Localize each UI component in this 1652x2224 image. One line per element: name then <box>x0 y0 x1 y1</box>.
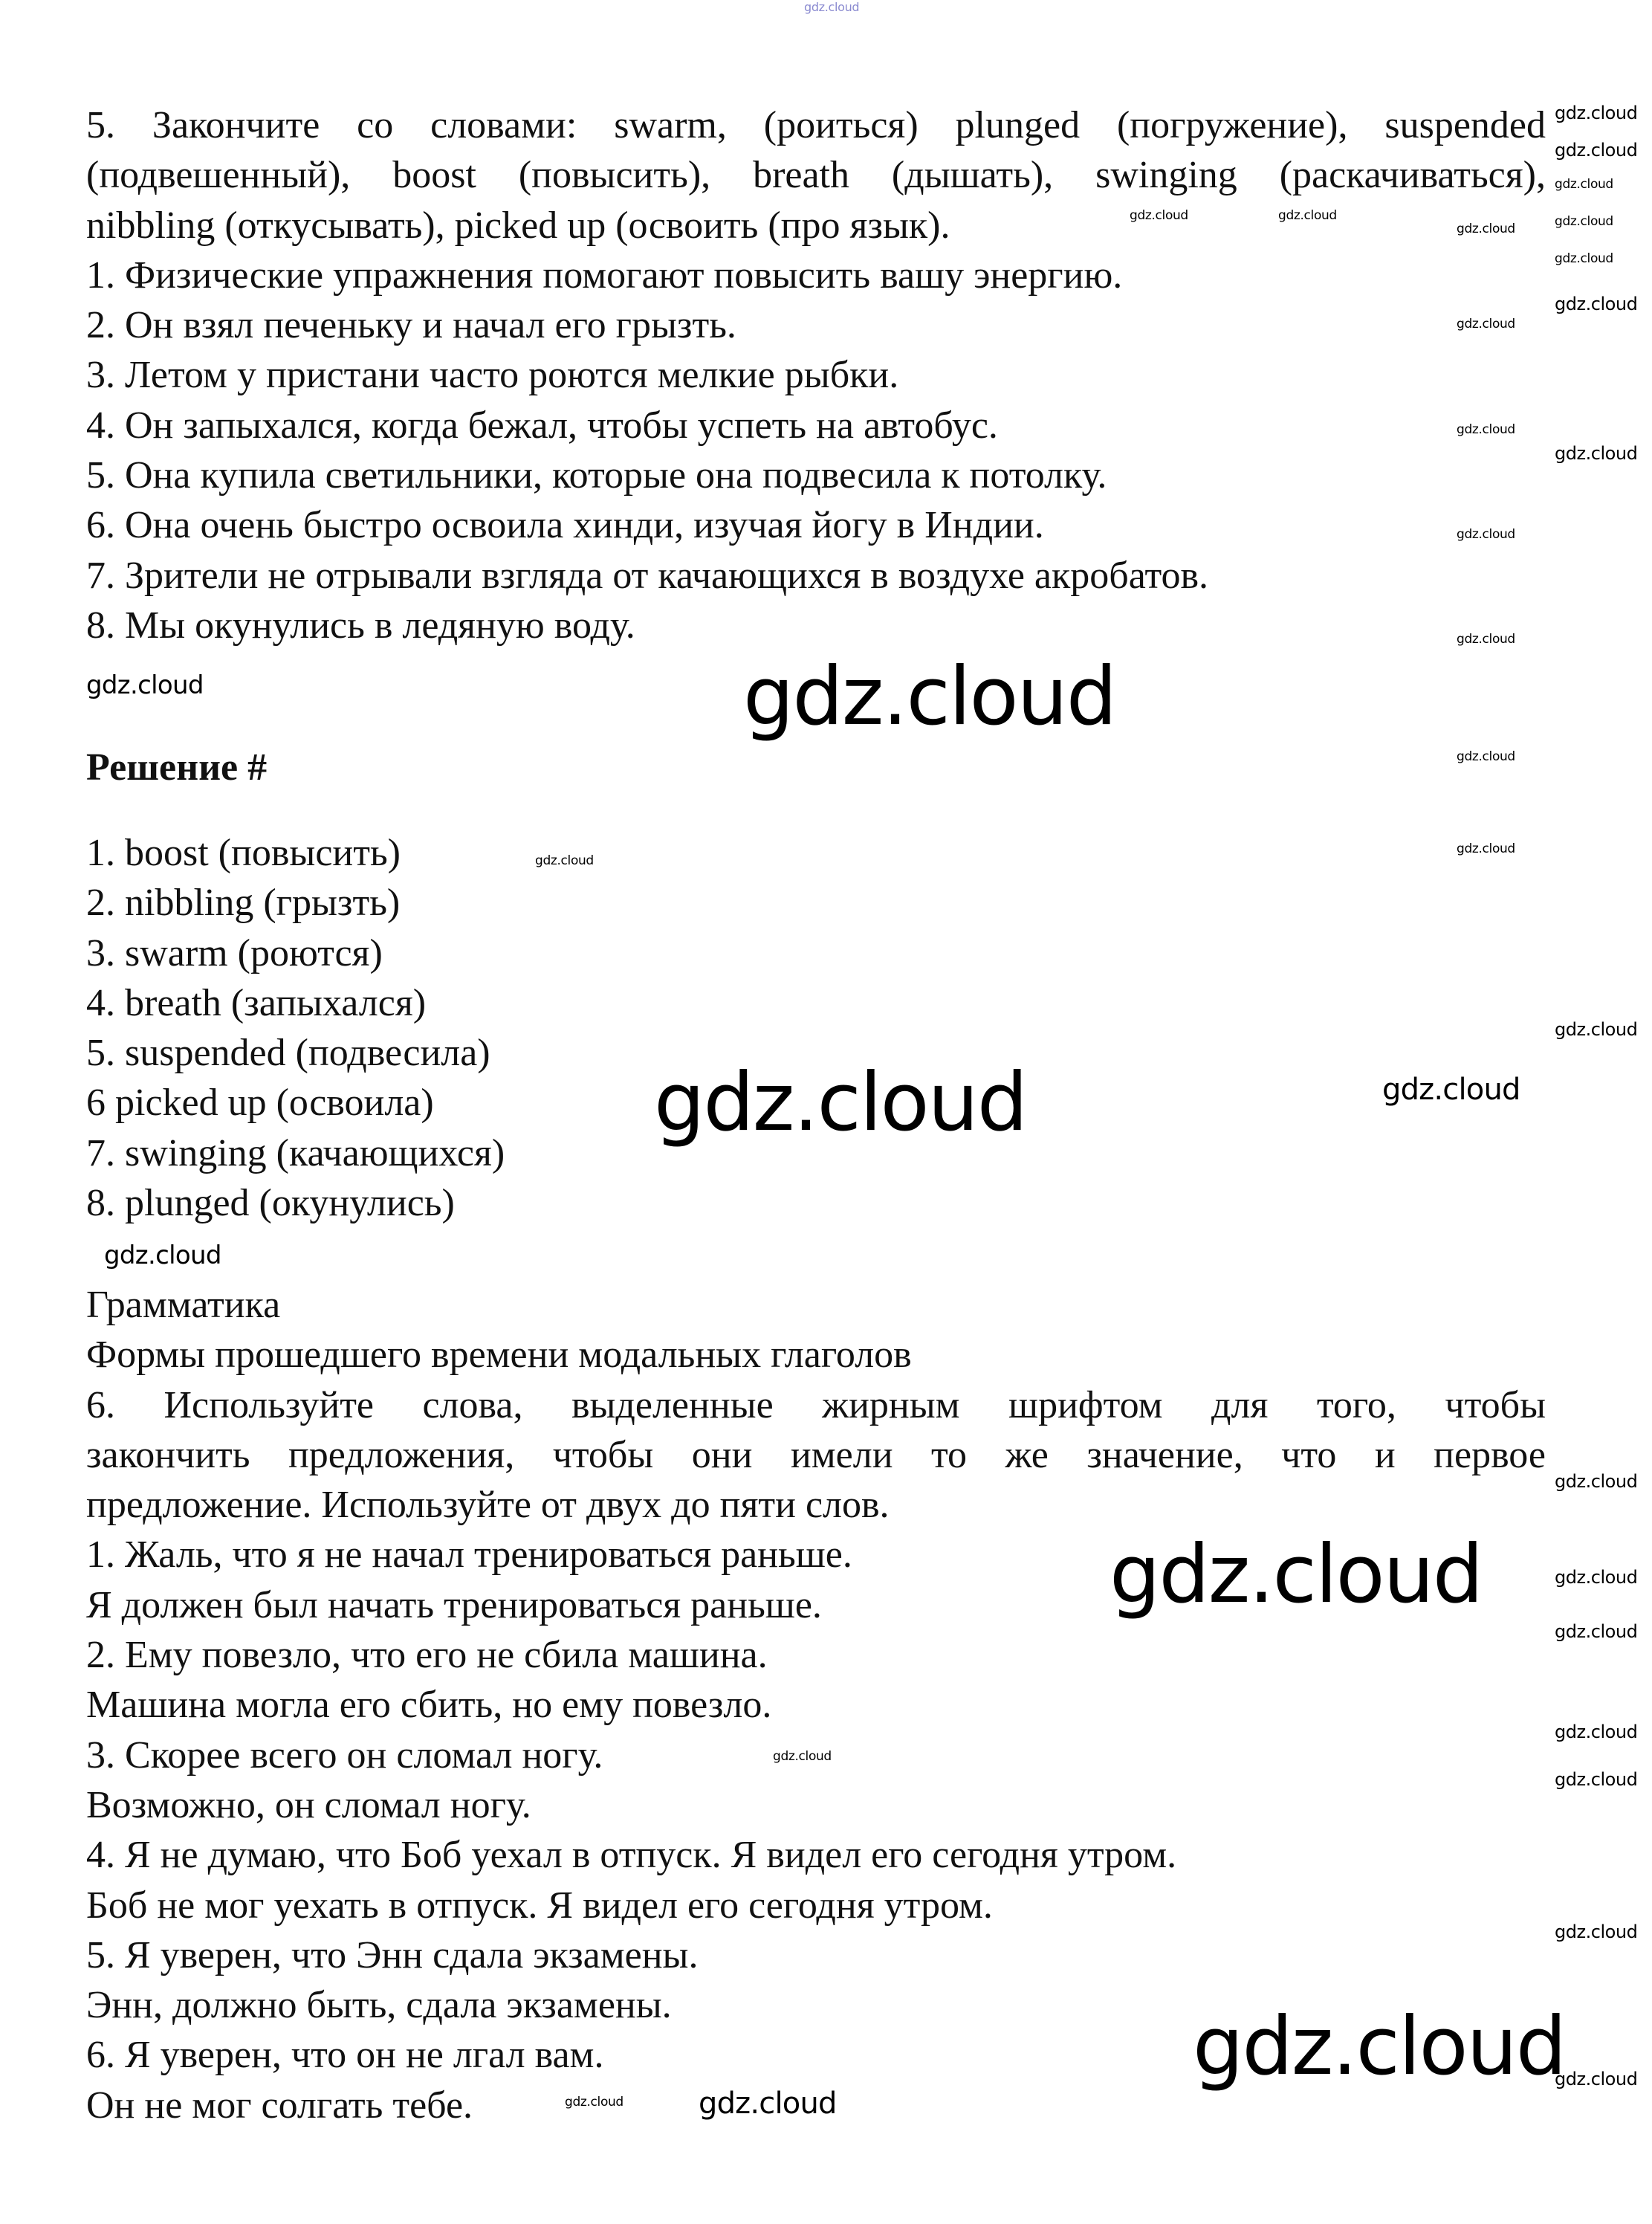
answer-item: 5. suspended (подвесила) <box>86 1032 490 1075</box>
watermark: gdz.cloud <box>1278 208 1337 223</box>
task-sentence: 4. Он запыхался, когда бежал, чтобы успеть на автобус. <box>86 404 998 447</box>
task-sentence: 3. Летом у пристани часто роются мелкие рыбки. <box>86 354 899 397</box>
grammar-task: закончить предложения, чтобы они имели то же значение, что и первое <box>86 1433 1546 1476</box>
watermark: gdz.cloud <box>804 0 860 14</box>
task-line: 5. Закончите со словами: swarm, (роиться) plunged (погружение), suspended <box>86 104 1546 146</box>
watermark: gdz.cloud <box>86 670 204 700</box>
task-5 <box>86 100 1546 650</box>
watermark: gdz.cloud <box>1555 214 1613 229</box>
task-line: nibbling (откусывать), picked up (освоить (про язык). <box>86 204 950 247</box>
watermark: gdz.cloud <box>565 2095 623 2110</box>
watermark: gdz.cloud <box>1555 1567 1638 1588</box>
watermark: gdz.cloud <box>1555 251 1613 266</box>
grammar-line: Я должен был начать тренироваться раньше. <box>86 1583 822 1626</box>
grammar-line: 6. Я уверен, что он не лгал вам. <box>86 2034 604 2077</box>
task-sentence: 2. Он взял печеньку и начал его грызть. <box>86 304 736 347</box>
watermark: gdz.cloud <box>1555 103 1638 123</box>
grammar-heading: Грамматика <box>86 1284 281 1326</box>
watermark: gdz.cloud <box>1555 140 1638 161</box>
watermark: gdz.cloud <box>1555 2069 1638 2089</box>
grammar-line: 4. Я не думаю, что Боб уехал в отпуск. Я видел его сегодня утром. <box>86 1834 1177 1877</box>
watermark: gdz.cloud <box>743 650 1116 743</box>
watermark: gdz.cloud <box>1382 1073 1520 1107</box>
grammar-line: Возможно, он сломал ногу. <box>86 1783 531 1826</box>
watermark: gdz.cloud <box>1193 2000 1566 2093</box>
solution-heading: Решение # <box>86 746 268 789</box>
task-sentence: 6. Она очень быстро освоила хинди, изучая йогу в Индии. <box>86 504 1044 547</box>
watermark: gdz.cloud <box>1555 1621 1638 1642</box>
task-sentence: 5. Она купила светильники, которые она подвесила к потолку. <box>86 454 1107 497</box>
answer-item: 1. boost (повысить) <box>86 832 401 874</box>
watermark: gdz.cloud <box>1110 1528 1483 1621</box>
grammar-line: 1. Жаль, что я не начал тренироваться раньше. <box>86 1533 852 1577</box>
grammar-subheading: Формы прошедшего времени модальных глаголов <box>86 1334 912 1377</box>
solution-section <box>86 743 1546 792</box>
watermark: gdz.cloud <box>1555 177 1613 192</box>
answer-item: 7. swinging (качающихся) <box>86 1131 505 1174</box>
task-sentence: 8. Мы окунулись в ледяную воду. <box>86 604 635 647</box>
watermark: gdz.cloud <box>1555 1921 1638 1942</box>
answer-item: 2. nibbling (грызть) <box>86 882 401 925</box>
watermark: gdz.cloud <box>1457 222 1515 236</box>
grammar-line: 3. Скорее всего он сломал ногу. <box>86 1733 603 1777</box>
watermark: gdz.cloud <box>1457 749 1515 764</box>
answer-item: 4. breath (запыхался) <box>86 981 427 1024</box>
watermark: gdz.cloud <box>1555 1019 1638 1040</box>
grammar-line: Машина могла его сбить, но ему повезло. <box>86 1684 772 1727</box>
watermark: gdz.cloud <box>1555 1722 1638 1742</box>
watermark: gdz.cloud <box>1457 317 1515 332</box>
watermark: gdz.cloud <box>1457 632 1515 647</box>
watermark: gdz.cloud <box>1457 422 1515 437</box>
grammar-line: Он не мог солгать тебе. <box>86 2084 473 2127</box>
grammar-line: Боб не мог уехать в отпуск. Я видел его сегодня утром. <box>86 1884 993 1927</box>
grammar-line: 2. Ему повезло, что его не сбила машина. <box>86 1634 768 1677</box>
watermark: gdz.cloud <box>535 853 594 868</box>
solution-answers <box>86 828 1546 1228</box>
answer-item: 8. plunged (окунулись) <box>86 1182 455 1225</box>
watermark: gdz.cloud <box>1555 294 1638 314</box>
watermark: gdz.cloud <box>1130 208 1188 223</box>
grammar-line: Энн, должно быть, сдала экзамены. <box>86 1984 672 2027</box>
task-line: (подвешенный), boost (повысить), breath (дышать), swinging (раскачиваться), <box>86 154 1546 197</box>
task-sentence: 7. Зрители не отрывали взгляда от качающихся в воздухе акробатов. <box>86 554 1209 597</box>
watermark: gdz.cloud <box>1555 443 1638 464</box>
watermark: gdz.cloud <box>654 1056 1027 1149</box>
task-sentence: 1. Физические упражнения помогают повысить вашу энергию. <box>86 253 1123 297</box>
watermark: gdz.cloud <box>104 1241 221 1270</box>
watermark: gdz.cloud <box>1555 1471 1638 1492</box>
watermark: gdz.cloud <box>1457 527 1515 542</box>
watermark: gdz.cloud <box>773 1749 832 1764</box>
watermark: gdz.cloud <box>1457 841 1515 856</box>
grammar-task: 6. Используйте слова, выделенные жирным шрифтом для того, чтобы <box>86 1383 1546 1426</box>
watermark: gdz.cloud <box>1555 1769 1638 1790</box>
grammar-line: 5. Я уверен, что Энн сдала экзамены. <box>86 1933 699 1976</box>
answer-item: 6 picked up (освоила) <box>86 1082 434 1125</box>
watermark: gdz.cloud <box>699 2086 837 2121</box>
grammar-task: предложение. Используйте от двух до пяти слов. <box>86 1484 890 1527</box>
answer-item: 3. swarm (роются) <box>86 931 383 974</box>
